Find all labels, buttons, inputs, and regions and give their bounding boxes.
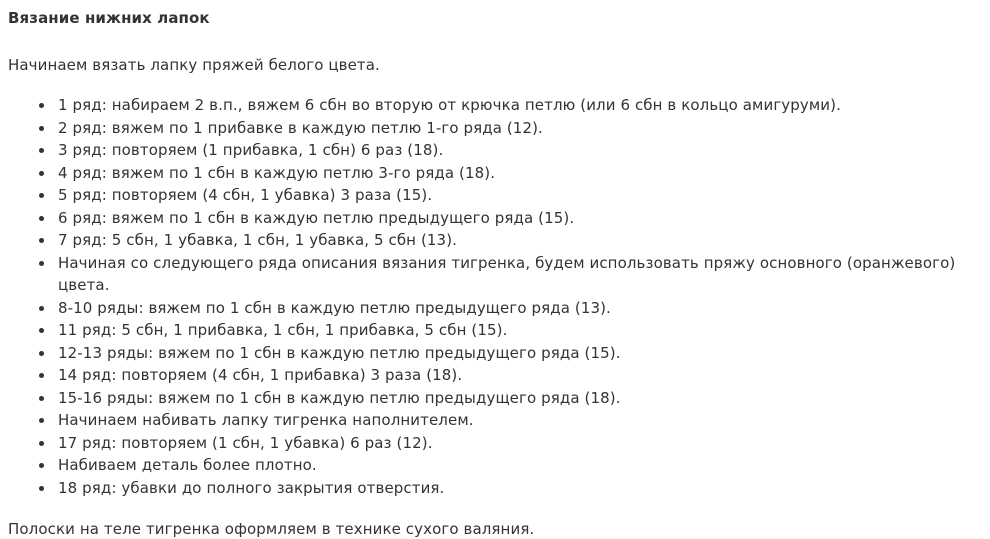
- list-item: 3 ряд: повторяем (1 прибавка, 1 сбн) 6 раз (18).: [58, 139, 990, 162]
- list-item: Начиная со следующего ряда описания вязания тигренка, будем использовать пряжу основного (оранжевого) цвета.: [58, 252, 990, 297]
- steps-list: [8, 94, 990, 499]
- list-item: 14 ряд: повторяем (4 сбн, 1 прибавка) 3 раза (18).: [58, 364, 990, 387]
- list-item: 5 ряд: повторяем (4 сбн, 1 убавка) 3 раза (15).: [58, 184, 990, 207]
- list-item: 2 ряд: вяжем по 1 прибавке в каждую петлю 1-го ряда (12).: [58, 117, 990, 140]
- list-item: 15-16 ряды: вяжем по 1 сбн в каждую петлю предыдущего ряда (18).: [58, 387, 990, 410]
- list-item: 12-13 ряды: вяжем по 1 сбн в каждую петлю предыдущего ряда (15).: [58, 342, 990, 365]
- list-item: 7 ряд: 5 сбн, 1 убавка, 1 сбн, 1 убавка, 5 сбн (13).: [58, 229, 990, 252]
- list-item: Набиваем деталь более плотно.: [58, 454, 990, 477]
- list-item: 11 ряд: 5 сбн, 1 прибавка, 1 сбн, 1 прибавка, 5 сбн (15).: [58, 319, 990, 342]
- list-item: 8-10 ряды: вяжем по 1 сбн в каждую петлю предыдущего ряда (13).: [58, 297, 990, 320]
- section-heading: Вязание нижних лапок: [8, 9, 210, 27]
- intro-paragraph: Начинаем вязать лапку пряжей белого цвета.: [8, 56, 380, 74]
- closing-paragraph: Полоски на теле тигренка оформляем в технике сухого валяния.: [8, 520, 535, 538]
- list-item: 1 ряд: набираем 2 в.п., вяжем 6 сбн во вторую от крючка петлю (или 6 сбн в кольцо амигуруми).: [58, 94, 990, 117]
- list-item: 4 ряд: вяжем по 1 сбн в каждую петлю 3-го ряда (18).: [58, 162, 990, 185]
- list-item: 6 ряд: вяжем по 1 сбн в каждую петлю предыдущего ряда (15).: [58, 207, 990, 230]
- list-item: Начинаем набивать лапку тигренка наполнителем.: [58, 409, 990, 432]
- list-item: 18 ряд: убавки до полного закрытия отверстия.: [58, 477, 990, 500]
- list-item: 17 ряд: повторяем (1 сбн, 1 убавка) 6 раз (12).: [58, 432, 990, 455]
